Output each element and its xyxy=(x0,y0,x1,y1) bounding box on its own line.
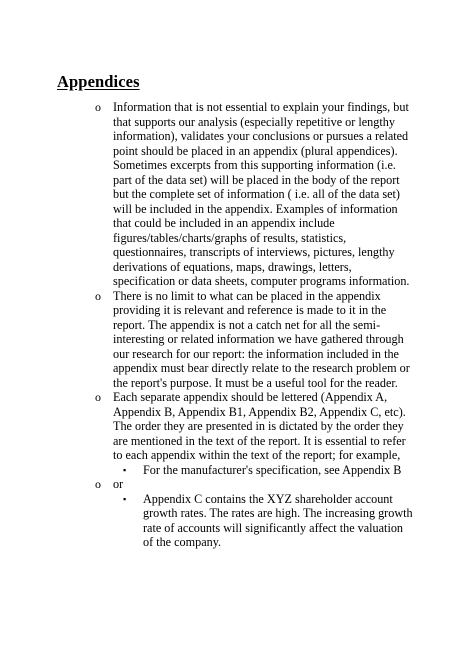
sub-item-example-growth-rates xyxy=(95,492,415,550)
list-item-text: There is no limit to what can be placed in the appendix providing it is relevant and reference is made to it in the report. The appendix is not a catch net for all the semi-interesting or related information we have gathered through our research for our report: the information included in the appendix must bear directly relate to the research problem or the report's purpose. It must be a useful tool for the reader. xyxy=(113,288,410,390)
appendix-guidelines-list xyxy=(95,100,415,550)
list-item-text: Each separate appendix should be lettered (Appendix A, Appendix B, Appendix B1, Appendix B2, Appendix C, etc). The order they are presented in is dictated by the order they are mentioned in the text of the report. It is essential to refer to each appendix within the text of the report; for example, xyxy=(113,390,406,462)
circle-bullet-icon: o xyxy=(95,100,101,114)
page-title: Appendices xyxy=(57,72,140,91)
list-item-no-limit xyxy=(95,289,415,391)
circle-bullet-icon: o xyxy=(95,390,101,404)
circle-bullet-icon: o xyxy=(95,477,101,491)
sub-item-example-specification xyxy=(95,463,415,478)
list-item-text: Information that is not essential to explain your findings, but that supports our analysis (especially repetitive or lengthy information), validates your conclusions or pursues a related point should be placed in an appendix (plural appendices). Sometimes excerpts from this supporting information (i.e. part of the data set) will be placed in the body of the report but the complete set of information ( i.e. all of the data set) will be included in the appendix. Examples of information that could be included in an appendix include figures/tables/charts/graphs of results, statistics, questionnaires, transcripts of interviews, pictures, lengthy derivations of equations, maps, drawings, letters, specification or data sheets, computer programs information. xyxy=(113,100,410,288)
list-item-text: or xyxy=(113,477,124,491)
list-item-lettering xyxy=(95,390,415,463)
sub-item-text: For the manufacturer's specification, see Appendix B xyxy=(143,462,402,477)
circle-bullet-icon: o xyxy=(95,288,101,303)
list-item-information xyxy=(95,100,415,289)
list-item-or xyxy=(95,477,415,492)
square-bullet-icon: ▪ xyxy=(123,464,127,475)
sub-item-text: Appendix C contains the XYZ shareholder account growth rates. The rates are high. The increasing growth rate of accounts will significantly affect the valuation of the company. xyxy=(143,491,413,549)
square-bullet-icon: ▪ xyxy=(123,493,127,504)
